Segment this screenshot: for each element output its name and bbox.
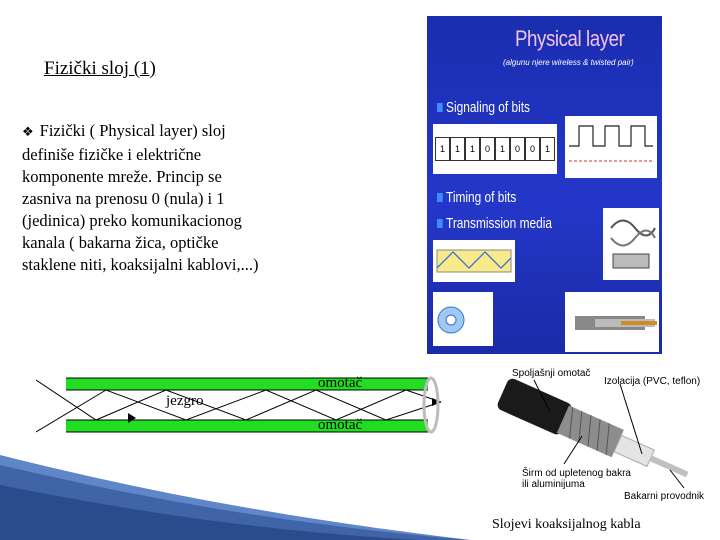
bit-cell: 1 (465, 137, 480, 161)
section-signaling: Signaling of bits (437, 100, 530, 116)
fiber-cross-section (433, 292, 493, 346)
panel-subtitle: (algunu njere wireless & twisted pair) (503, 58, 634, 67)
bits-row (433, 124, 557, 174)
fiber-core-label: jezgro (166, 393, 204, 409)
coax-conductor-label: Bakarni provodnik (624, 491, 705, 502)
waveform-sketch (565, 116, 657, 178)
bit-cell: 0 (525, 137, 540, 161)
bit-cell: 1 (495, 137, 510, 161)
section-timing: Timing of bits (437, 190, 516, 206)
coax-sketch (565, 292, 659, 352)
decorative-swoosh (0, 455, 470, 540)
fiber-sketch (433, 240, 515, 282)
bullet-paragraph (22, 120, 267, 276)
coax-cable-picture (474, 358, 720, 508)
twisted-pair-sketch (603, 208, 659, 280)
coax-insulation-label: Izolacija (PVC, teflon) (604, 376, 701, 387)
section-media: Transmission media (437, 216, 552, 232)
bit-cell: 1 (435, 137, 450, 161)
panel-title: Physical layer (515, 26, 625, 51)
fiber-bottom-cladding-label: omotač (318, 417, 363, 433)
coax-caption: Slojevi koaksijalnog kabla (492, 517, 641, 532)
coax-shield-label: Širm od upletenog bakra ili aluminijuma (522, 468, 631, 490)
bullet-text: Fizički ( Physical layer) sloj definiše fizičke i električne komponente mreže. Princip se zasniva na prenosu 0 (nula) i 1 (jedinica) preko komunikacionog kanala ( bakarna žica, optičke staklene niti, koaksijalni kablovi,...) (22, 121, 259, 274)
slide-title: Fizički sloj (1) (44, 58, 156, 79)
diamond-bullet-icon: ❖ (22, 125, 34, 140)
coax-jacket-label: Spoljašnji omotač (512, 368, 591, 379)
fiber-top-cladding-label: omotač (318, 375, 363, 391)
fiber-diagram (36, 372, 446, 438)
bit-cell: 1 (540, 137, 555, 161)
physical-layer-picture (427, 16, 662, 354)
bit-cell: 0 (480, 137, 495, 161)
bit-cell: 0 (510, 137, 525, 161)
bit-cell: 1 (450, 137, 465, 161)
